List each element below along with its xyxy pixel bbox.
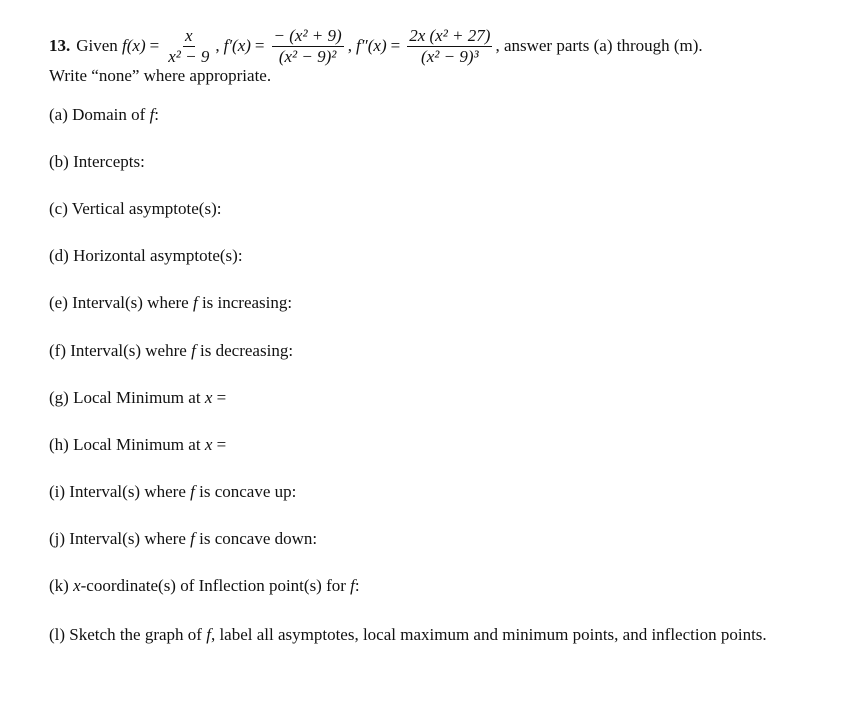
part-var: f [190, 529, 195, 548]
part-i [49, 482, 296, 502]
part-var: x [73, 576, 81, 595]
part-rest: is increasing: [197, 293, 293, 312]
fprime-fraction [272, 27, 344, 66]
part-rest: is decreasing: [195, 341, 294, 360]
part-a [49, 105, 159, 125]
part-h [49, 435, 226, 455]
part-e [49, 293, 292, 313]
equals-sign: = [149, 36, 160, 55]
part-rest: is concave up: [194, 482, 297, 501]
part-var: f [192, 293, 198, 312]
part-rest: -coordinate(s) of Inflection point(s) for [80, 576, 351, 595]
part-c [49, 199, 221, 219]
part-label: (k) [49, 576, 74, 595]
fdouble-denominator: (x² − 9)³ [421, 46, 479, 66]
part-g [49, 388, 226, 408]
part-rest: = [212, 388, 227, 407]
part-label: (h) Local Minimum at [49, 435, 205, 454]
equals-sign: = [390, 36, 401, 55]
part-label: (c) Vertical asymptote(s): [49, 199, 222, 218]
part-var: x [204, 388, 213, 407]
part-var: x [204, 435, 213, 454]
part-rest: : [154, 105, 160, 124]
part-label: (b) Intercepts: [49, 152, 145, 171]
part-j [49, 529, 317, 549]
part-var: f [206, 625, 211, 644]
part-b [49, 152, 145, 172]
part-var: f [191, 341, 196, 360]
instruction-line: Write “none” where appropriate. [49, 66, 272, 85]
comma: , [215, 36, 220, 55]
comma: , [347, 36, 352, 55]
part-rest: : [354, 576, 360, 595]
fprime-label: f′(x) [223, 36, 251, 55]
part-k [49, 576, 360, 596]
f-numerator: x [185, 25, 193, 45]
part-label: (a) Domain of [49, 105, 150, 124]
part-label: (j) Interval(s) where [49, 529, 191, 548]
part-d [49, 246, 243, 266]
part-label: (g) Local Minimum at [49, 388, 205, 407]
f-fraction [166, 27, 211, 66]
fprime-denominator: (x² − 9)² [278, 46, 337, 66]
f-label: f(x) [122, 36, 146, 55]
fdouble-label: f″(x) [355, 36, 387, 55]
part-label: (e) Interval(s) where [49, 293, 193, 312]
part-rest: , label all asymptotes, local maximum and minimum points, and inflection points. [210, 625, 767, 644]
problem-number: 13. [49, 36, 71, 55]
given-word: Given [76, 36, 118, 55]
part-label: (f) Interval(s) wehre [49, 341, 192, 360]
part-var: f [350, 576, 355, 595]
fdouble-numerator: 2x (x² + 27) [409, 25, 491, 45]
part-rest: is concave down: [194, 529, 318, 548]
part-rest: = [212, 435, 227, 454]
part-l [49, 624, 819, 646]
fprime-numerator: − (x² + 9) [273, 25, 342, 45]
instruction-tail: , answer parts (a) through (m). [495, 36, 703, 55]
part-var: f [149, 105, 155, 124]
part-f [49, 341, 293, 361]
f-denominator: x² − 9 [168, 46, 210, 66]
part-label: (i) Interval(s) where [49, 482, 191, 501]
part-label: (l) Sketch the graph of [49, 625, 207, 644]
part-label: (d) Horizontal asymptote(s): [49, 246, 243, 265]
fdouble-fraction [407, 27, 492, 66]
equals-sign: = [254, 36, 265, 55]
part-var: f [190, 482, 195, 501]
